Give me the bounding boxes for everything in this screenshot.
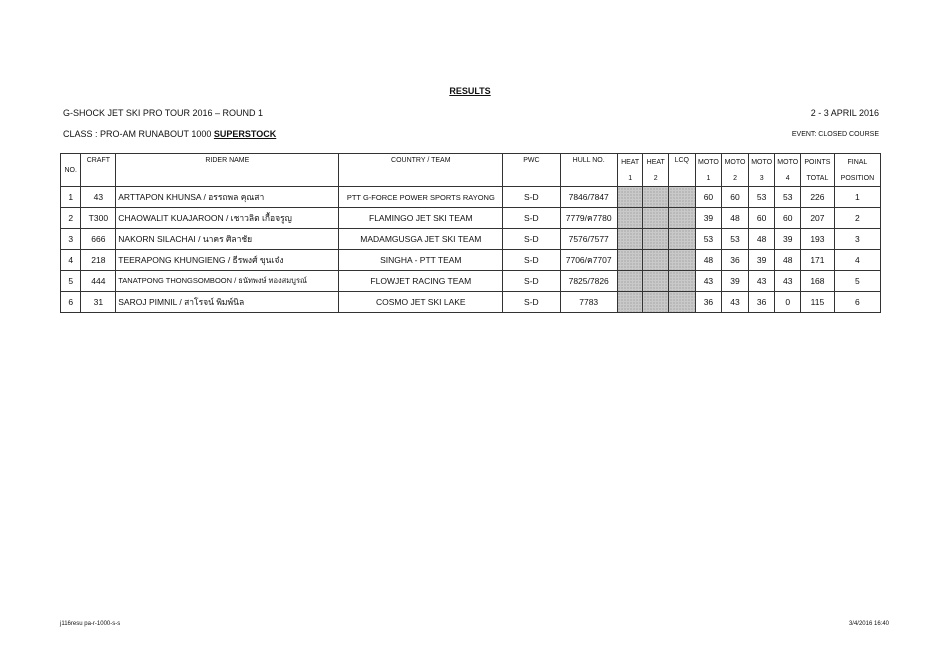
table-row [61,250,881,271]
cell-craft: 218 [81,250,116,271]
header-moto3: MOTO [748,154,775,171]
cell-hull: 7779/ค7780 [560,208,617,229]
cell-moto4: 60 [775,208,801,229]
cell-moto2: 60 [722,187,749,208]
cell-moto4: 0 [775,292,801,313]
cell-moto3: 36 [748,292,775,313]
table-row [61,292,881,313]
cell-points: 193 [801,229,835,250]
cell-team: FLOWJET RACING TEAM [339,271,503,292]
header-final-sub: POSITION [834,170,880,187]
cell-rider: ARTTAPON KHUNSA / อรรถพล คุณสา [116,187,339,208]
header-heat2: HEAT [643,154,669,171]
cell-lcq [669,250,696,271]
header-pwc: PWC [503,154,560,187]
cell-pwc: S-D [503,187,560,208]
header-moto1: MOTO [695,154,722,171]
cell-heat2 [643,229,669,250]
cell-lcq [669,271,696,292]
cell-heat1 [617,208,643,229]
header-hull: HULL NO. [560,154,617,187]
cell-moto1: 48 [695,250,722,271]
results-table [60,153,881,313]
class-prefix: CLASS : PRO-AM RUNABOUT 1000 [63,129,212,139]
header-lcq: LCQ [669,154,696,187]
header-moto2-sub: 2 [722,170,749,187]
header-rider: RIDER NAME [116,154,339,187]
cell-craft: 31 [81,292,116,313]
header-final: FINAL [834,154,880,171]
header-moto3-sub: 3 [748,170,775,187]
cell-final: 5 [834,271,880,292]
cell-rider: TANATPONG THONGSOMBOON / ธนัทพงษ์ ทองสมบูรณ์ [116,271,339,292]
cell-heat1 [617,271,643,292]
cell-final: 6 [834,292,880,313]
cell-moto1: 53 [695,229,722,250]
cell-hull: 7825/7826 [560,271,617,292]
cell-hull: 7576/7577 [560,229,617,250]
header-moto4-sub: 4 [775,170,801,187]
cell-no: 5 [61,271,81,292]
header-team: COUNTRY / TEAM [339,154,503,187]
cell-moto3: 39 [748,250,775,271]
cell-pwc: S-D [503,229,560,250]
footer-file-id: j116resu pa-r-1000-s-s [60,621,121,627]
table-row [61,208,881,229]
cell-lcq [669,292,696,313]
cell-no: 2 [61,208,81,229]
cell-lcq [669,208,696,229]
cell-heat1 [617,229,643,250]
cell-points: 207 [801,208,835,229]
cell-heat1 [617,187,643,208]
cell-rider: CHAOWALIT KUAJAROON / เชาวลิต เกื้อจรูญ [116,208,339,229]
cell-heat2 [643,187,669,208]
cell-lcq [669,187,696,208]
cell-final: 4 [834,250,880,271]
class-line [63,129,276,139]
header-moto1-sub: 1 [695,170,722,187]
cell-moto1: 43 [695,271,722,292]
cell-moto4: 39 [775,229,801,250]
cell-moto1: 60 [695,187,722,208]
table-row [61,229,881,250]
cell-no: 6 [61,292,81,313]
cell-moto3: 43 [748,271,775,292]
cell-rider: TEERAPONG KHUNGIENG / ธีรพงศ์ ขุนเจ๋ง [116,250,339,271]
header-craft: CRAFT [81,154,116,187]
cell-final: 1 [834,187,880,208]
cell-heat2 [643,271,669,292]
cell-team: SINGHA - PTT TEAM [339,250,503,271]
header-moto4: MOTO [775,154,801,171]
event-type: EVENT: CLOSED COURSE [791,131,879,138]
class-highlight: SUPERSTOCK [213,129,277,139]
cell-moto2: 48 [722,208,749,229]
cell-points: 168 [801,271,835,292]
cell-final: 3 [834,229,880,250]
cell-heat1 [617,250,643,271]
cell-moto3: 48 [748,229,775,250]
header-no: NO. [61,154,81,187]
cell-points: 171 [801,250,835,271]
header-moto2: MOTO [722,154,749,171]
results-title: RESULTS [449,86,491,96]
cell-craft: 666 [81,229,116,250]
cell-pwc: S-D [503,292,560,313]
footer-timestamp: 3/4/2016 16:40 [848,621,889,627]
cell-hull: 7846/7847 [560,187,617,208]
header-points: POINTS [801,154,835,171]
cell-moto4: 43 [775,271,801,292]
cell-rider: NAKORN SILACHAI / นาคร ศิลาชัย [116,229,339,250]
cell-pwc: S-D [503,250,560,271]
cell-team: COSMO JET SKI LAKE [339,292,503,313]
cell-moto1: 39 [695,208,722,229]
table-row [61,187,881,208]
cell-rider: SAROJ PIMNIL / สาโรจน์ พิมพ์นิล [116,292,339,313]
cell-moto3: 53 [748,187,775,208]
cell-moto2: 43 [722,292,749,313]
event-title: G-SHOCK JET SKI PRO TOUR 2016 – ROUND 1 [63,108,264,118]
cell-heat1 [617,292,643,313]
cell-heat2 [643,208,669,229]
header-heat1-sub: 1 [617,170,643,187]
cell-team: FLAMINGO JET SKI TEAM [339,208,503,229]
cell-no: 3 [61,229,81,250]
event-date: 2 - 3 APRIL 2016 [810,108,879,118]
cell-no: 1 [61,187,81,208]
cell-craft: T300 [81,208,116,229]
cell-points: 115 [801,292,835,313]
cell-pwc: S-D [503,208,560,229]
cell-moto3: 60 [748,208,775,229]
cell-no: 4 [61,250,81,271]
cell-heat2 [643,250,669,271]
cell-craft: 43 [81,187,116,208]
cell-hull: 7783 [560,292,617,313]
cell-heat2 [643,292,669,313]
cell-points: 226 [801,187,835,208]
cell-pwc: S-D [503,271,560,292]
header-points-sub: TOTAL [801,170,835,187]
cell-craft: 444 [81,271,116,292]
header-row [61,154,881,171]
cell-moto2: 39 [722,271,749,292]
cell-moto4: 48 [775,250,801,271]
cell-moto2: 53 [722,229,749,250]
header-heat1: HEAT [617,154,643,171]
cell-hull: 7706/ค7707 [560,250,617,271]
table-row [61,271,881,292]
cell-moto1: 36 [695,292,722,313]
cell-lcq [669,229,696,250]
cell-moto2: 36 [722,250,749,271]
cell-moto4: 53 [775,187,801,208]
header-heat2-sub: 2 [643,170,669,187]
cell-team: PTT G-FORCE POWER SPORTS RAYONG [339,187,503,208]
cell-final: 2 [834,208,880,229]
cell-team: MADAMGUSGA JET SKI TEAM [339,229,503,250]
